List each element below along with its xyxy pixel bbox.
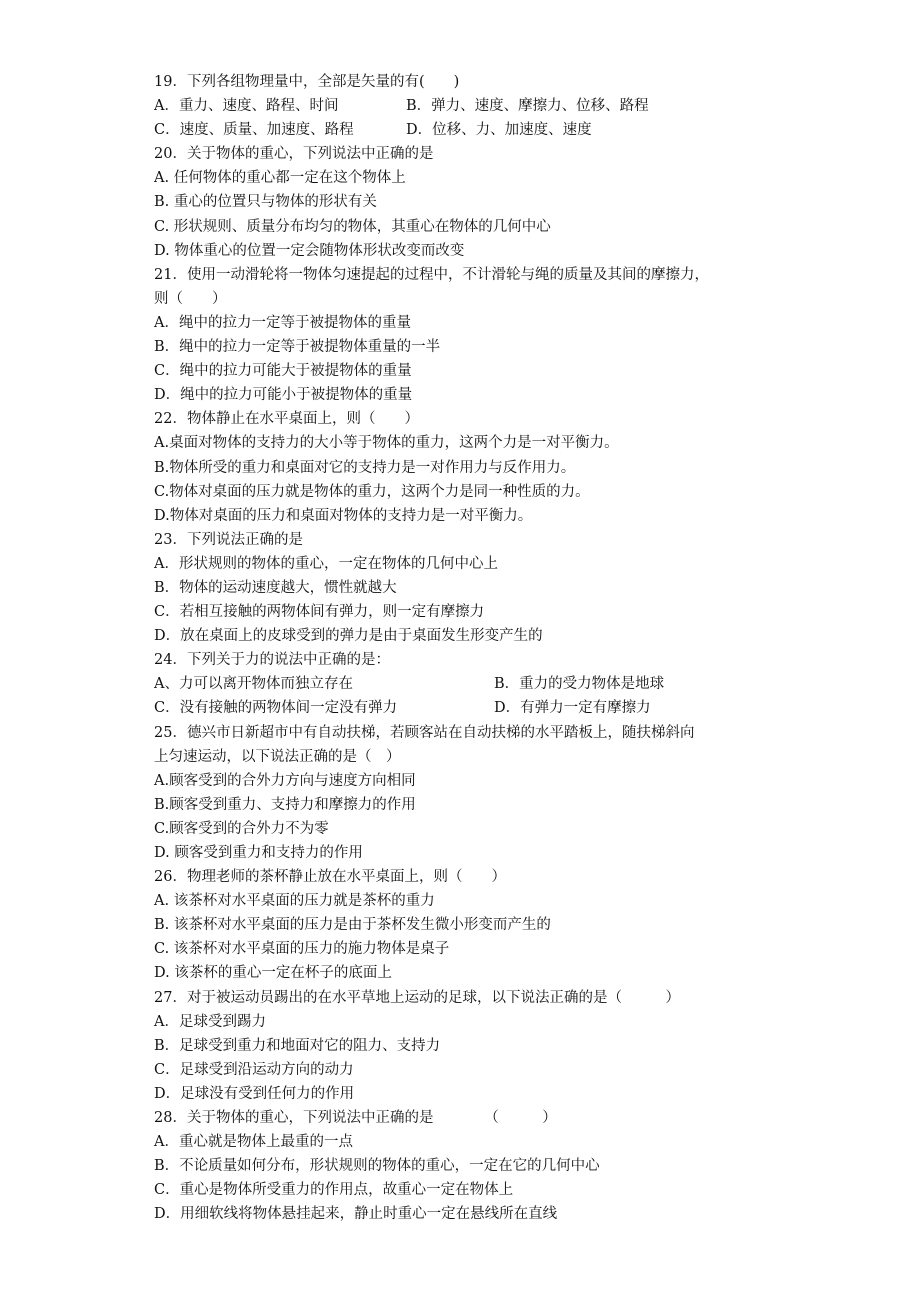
- question-21-option-a: A．绳中的拉力一定等于被提物体的重量: [154, 314, 411, 331]
- question-22-option-b: B.物体所受的重力和桌面对它的支持力是一对作用力与反作用力。: [154, 459, 576, 476]
- question-27-option-a: A．足球受到踢力: [154, 1013, 266, 1030]
- question-25-option-a: A.顾客受到的合外力方向与速度方向相同: [154, 772, 416, 789]
- question-19-options-row-1: [154, 94, 794, 118]
- question-28-option-d: D．用细软线将物体悬挂起来，静止时重心一定在悬线所在直线: [154, 1206, 558, 1223]
- question-24-option-b: B．重力的受力物体是地球: [494, 676, 665, 693]
- question-25-option-c: C.顾客受到的合外力不为零: [154, 820, 329, 837]
- question-24-options-row-1: [154, 672, 794, 696]
- question-22-stem: 22．物体静止在水平桌面上，则（ ）: [154, 411, 419, 428]
- question-19-option-a: A．重力、速度、路程、时间: [154, 98, 339, 115]
- question-27-option-d: D．足球没有受到任何力的作用: [154, 1085, 355, 1102]
- question-24-option-d: D．有弹力一定有摩擦力: [494, 700, 651, 717]
- question-24-options-row-2: [154, 696, 794, 720]
- question-22-option-c: C.物体对桌面的压力就是物体的重力，这两个力是同一种性质的力。: [154, 483, 590, 500]
- question-25-stem: 25．德兴市日新超市中有自动扶梯，若顾客站在自动扶梯的水平踏板上，随扶梯斜向: [154, 724, 695, 741]
- question-20-option-d: D. 物体重心的位置一定会随物体形状改变而改变: [154, 242, 465, 259]
- question-27-option-b: B．足球受到重力和地面对它的阻力、支持力: [154, 1037, 441, 1054]
- question-23-option-a: A．形状规则的物体的重心，一定在物体的几何中心上: [154, 555, 498, 572]
- question-24-option-c: C．没有接触的两物体间一定没有弹力: [154, 700, 398, 717]
- question-19-option-d: D．位移、力、加速度、速度: [406, 122, 592, 139]
- question-27-option-c: C．足球受到沿运动方向的动力: [154, 1061, 354, 1078]
- question-20-option-a: A. 任何物体的重心都一定在这个物体上: [154, 170, 406, 187]
- question-23-option-b: B．物体的运动速度越大，惯性就越大: [154, 579, 397, 596]
- question-23-option-c: C．若相互接触的两物体间有弹力，则一定有摩擦力: [154, 604, 485, 621]
- question-21-option-b: B．绳中的拉力一定等于被提物体重量的一半: [154, 339, 441, 356]
- question-28-stem: 28．关于物体的重心，下列说法中正确的是 （ ）: [154, 1110, 557, 1127]
- question-23-stem: 23．下列说法正确的是: [154, 531, 303, 548]
- question-25-option-b: B.顾客受到重力、支持力和摩擦力的作用: [154, 796, 416, 813]
- question-28-option-b: B．不论质量如何分布，形状规则的物体的重心，一定在它的几何中心: [154, 1158, 600, 1175]
- question-19-option-b: B．弹力、速度、摩擦力、位移、路程: [406, 98, 649, 115]
- question-20-option-c: C. 形状规则、质量分布均匀的物体，其重心在物体的几何中心: [154, 218, 551, 235]
- question-26-stem: 26．物理老师的茶杯静止放在水平桌面上，则（ ）: [154, 869, 506, 886]
- question-21-stem: 21．使用一动滑轮将一物体匀速提起的过程中，不计滑轮与绳的质量及其间的摩擦力，: [154, 266, 709, 283]
- question-19-options-row-2: [154, 118, 794, 142]
- question-21-option-d: D．绳中的拉力可能小于被提物体的重量: [154, 387, 413, 404]
- question-22-option-d: D.物体对桌面的压力和桌面对物体的支持力是一对平衡力。: [154, 507, 533, 524]
- question-25-option-d: D. 顾客受到重力和支持力的作用: [154, 845, 363, 861]
- question-26-option-a: A. 该茶杯对水平桌面的压力就是茶杯的重力: [154, 893, 435, 910]
- question-26-option-b: B. 该茶杯对水平桌面的压力是由于茶杯发生微小形变而产生的: [154, 917, 551, 934]
- question-19-stem: 19．下列各组物理量中，全部是矢量的有( ): [154, 74, 460, 90]
- question-24-option-a: A、力可以离开物体而独立存在: [154, 676, 353, 693]
- question-19-option-c: C．速度、质量、加速度、路程: [154, 122, 354, 139]
- question-28-option-c: C．重心是物体所受重力的作用点，故重心一定在物体上: [154, 1182, 514, 1199]
- question-23-option-d: D．放在桌面上的皮球受到的弹力是由于桌面发生形变产生的: [154, 628, 543, 645]
- question-21-stem-continued: 则（ ）: [154, 290, 227, 307]
- question-26-option-d: D. 该茶杯的重心一定在杯子的底面上: [154, 965, 392, 982]
- question-list: [154, 70, 794, 1227]
- question-25-stem-continued: 上匀速运动，以下说法正确的是（ ）: [154, 748, 401, 765]
- question-28-option-a: A．重心就是物体上最重的一点: [154, 1134, 353, 1151]
- question-27-stem: 27．对于被运动员踢出的在水平草地上运动的足球，以下说法正确的是（ ）: [154, 989, 680, 1006]
- question-24-stem: 24．下列关于力的说法中正确的是：: [154, 652, 390, 669]
- question-26-option-c: C. 该茶杯对水平桌面的压力的施力物体是桌子: [154, 941, 450, 958]
- question-20-option-b: B. 重心的位置只与物体的形状有关: [154, 194, 377, 211]
- question-20-stem: 20．关于物体的重心，下列说法中正确的是: [154, 146, 434, 163]
- question-21-option-c: C．绳中的拉力可能大于被提物体的重量: [154, 363, 412, 380]
- question-22-option-a: A.桌面对物体的支持力的大小等于物体的重力，这两个力是一对平衡力。: [154, 435, 619, 452]
